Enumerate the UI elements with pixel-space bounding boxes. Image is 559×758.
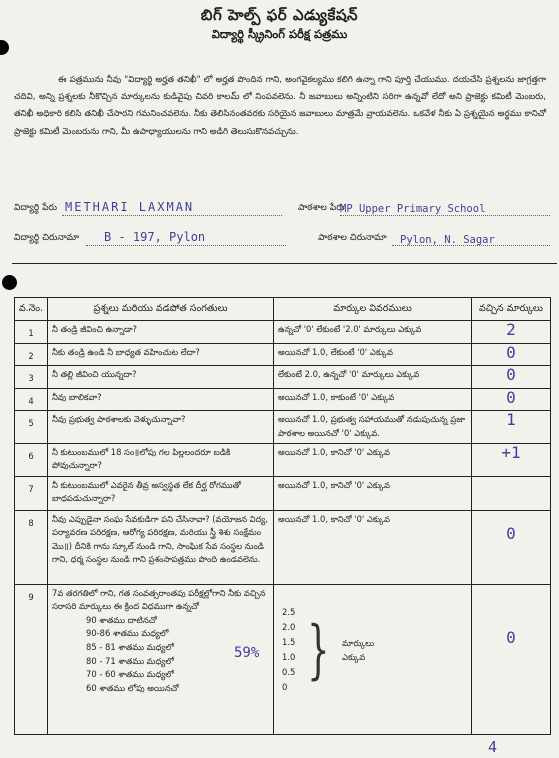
- form-title: బిగ్ హెల్ప్ ఫర్ ఎడ్యుకేషన్: [200, 6, 359, 24]
- row-number: 1: [15, 321, 48, 344]
- table-row: [15, 388, 551, 411]
- table-row: [15, 321, 551, 344]
- table-row: [15, 343, 551, 366]
- school-name-label: పాఠశాల పేరు: [298, 203, 345, 213]
- instructions-paragraph: ఈ పత్రమును నీవు "విద్యార్థి అర్హత తనిఖీ" లో అర్హత పొందిన గాని, అంగవైకల్యము కలిగి ఉన్నా గాని పూర్తి చేయుము. దయచేసి ప్రశ్నలను జాగ్రత్తగా చదివి, అన్ని ప్రశ్నలకు నీకొచ్చిన మార్కులను కుడివైపు చివరి కాలమ్ లో నింపవలెను. నీ జవాబులు అన్నింటిని సరిగా ఉన్నవో లేదో అని ప్రాజెక్టు కమిటీ మెంబరు, తనిఖీ అధికారి కలిసి తనిఖీ చేసారని గమనించవలెను. నీకు తెలిసినంతవరకు సరియైన జవాబులు మాత్రమే వ్రాయవలెను. ఒకవేళ నీకు ఏ ప్రశ్నయైన అర్థము కానిచో ప్రాజెక్టు కమిటీ మెంబరును గాని, మీ ఉపాధ్యాయులను గాని అడిగి తెలుసుకొనవచ్చును.: [14, 75, 546, 137]
- mark-scale-value: 0.5: [282, 666, 296, 677]
- row-score: 0: [506, 387, 516, 407]
- row-question: నీ కుటుంబములో ఎవరైన తీవ్ర అస్వస్థత లేక దీర్ఘ రోగముతో బాధపడుచున్నారా?: [48, 476, 274, 510]
- row-marks-detail: అయినచో 1.0, కానిచో '0' ఎక్కువ: [274, 510, 472, 584]
- mark-scale-value: 0: [282, 681, 288, 692]
- row-question: నీవు ఎప్పుడైనా సంఘ సేవకుడిగా పని చేసినావా? (వయోజన విద్య, పర్యావరణ పరిరక్షణ, ఆరోగ్య పరిరక్షణ, మరియు స్త్రీ శిశు సంక్షేమం మొ॥) దీనికి గాను స్కూల్ నుండి గాని, సాంఘిక సేవ సంస్థల నుండి గాని, ధర్మ సంస్థల నుండి గాని ప్రశంసాపత్రము పొంది ఉండవలెను.: [48, 510, 274, 584]
- row-question: నీవు బాలికవా?: [48, 388, 274, 411]
- mark-scale: [278, 605, 467, 695]
- handwritten-percent: 59%: [234, 644, 260, 661]
- school-name-field[interactable]: [340, 202, 550, 216]
- row-question: నీ తల్లి జీవించి యున్నదా?: [48, 366, 274, 389]
- mark-scale-values: [282, 605, 295, 695]
- percent-band: 85 - 81 శాతము మధ్యలో: [86, 641, 174, 652]
- student-address-label: విద్యార్థి చిరునామా: [14, 233, 79, 243]
- row-score: 2: [506, 320, 516, 339]
- row-question: 7వ తరగతిలో గాని, గత సంవత్సరాంతపు పరీక్షల్లోగాని నీకు వచ్చిన సరాసరి మార్కులు ఈ క్రింద విధముగా ఉన్నచో: [52, 587, 266, 612]
- punch-hole: [2, 275, 17, 290]
- row-score-cell[interactable]: [472, 411, 551, 443]
- school-address-field[interactable]: [392, 232, 550, 246]
- punch-hole: [0, 40, 9, 55]
- row-number: 4: [15, 388, 48, 411]
- col-header-question: ప్రశ్నలు మరియు వడపోత సంగతులు: [48, 298, 274, 321]
- row-marks-detail: లేకుంటే 2.0, ఉన్నచో '0' మార్కులు ఎక్కువ: [274, 366, 472, 389]
- row-marks-detail: అయినచో 1.0, కానిచో '0' ఎక్కువ: [274, 443, 472, 476]
- row-score: 0: [506, 627, 516, 647]
- mark-scale-value: 1.5: [282, 636, 296, 647]
- row-number: 9: [15, 584, 48, 734]
- row-score: +1: [501, 442, 521, 462]
- mark-scale-note: మార్కులు ఎక్కువ: [342, 637, 375, 662]
- percent-band-list: [52, 614, 269, 696]
- row-score: 1: [506, 410, 516, 430]
- row-number: 7: [15, 476, 48, 510]
- brace-glyph: }: [307, 612, 330, 687]
- row-number: 2: [15, 343, 48, 366]
- student-name-field[interactable]: [62, 202, 282, 216]
- row-score: 0: [506, 523, 516, 543]
- row-marks-cell: [274, 584, 472, 734]
- row-score-cell[interactable]: [472, 366, 551, 389]
- col-header-marks: మార్కుల వివరములు: [274, 298, 472, 321]
- row-number: 8: [15, 510, 48, 584]
- student-address-field[interactable]: [86, 232, 286, 246]
- mark-scale-value: 1.0: [282, 651, 296, 662]
- school-address-value: Pylon, N. Sagar: [400, 234, 495, 246]
- table-row: [15, 510, 551, 584]
- table-row: [15, 366, 551, 389]
- row-question: నీ కుటుంబములో 18 సం॥లోపు గల పిల్లలందరూ బడికి పోవుచున్నారా?: [48, 443, 274, 476]
- table-row: [15, 584, 551, 734]
- col-header-number: వ.నెం.: [15, 298, 48, 321]
- percent-band: 70 - 60 శాతము మధ్యలో: [86, 669, 174, 680]
- row-question-cell: [48, 584, 274, 734]
- percent-band: 60 శాతము లోపు అయినచో: [86, 682, 179, 693]
- row-score-cell[interactable]: [472, 476, 551, 510]
- row-marks-detail: అయినచో 1.0, ప్రభుత్వ సహాయముతో నడుపుచున్న ప్రజా పాఠశాల అయినచో '0' ఎక్కువ.: [274, 411, 472, 443]
- school-address-label: పాఠశాల చిరునామా: [318, 233, 387, 243]
- row-score: 0: [506, 365, 516, 385]
- screening-table: [14, 297, 551, 735]
- section-divider: [12, 263, 557, 264]
- row-score-cell[interactable]: [472, 443, 551, 476]
- percent-band: 90 శాతము దాటినచో: [86, 614, 157, 625]
- table-row: [15, 443, 551, 476]
- form-subtitle: విద్యార్థి స్క్రీనింగ్ పరీక్ష పత్రము: [211, 27, 348, 41]
- row-number: 6: [15, 443, 48, 476]
- student-name-value: METHARI LAXMAN: [65, 200, 195, 214]
- row-marks-detail: అయినచో 1.0, కాకుంటే '0' ఎక్కువ: [274, 388, 472, 411]
- student-address-value: B - 197, Pylon: [104, 230, 206, 244]
- row-score-cell[interactable]: [472, 388, 551, 411]
- row-question: నీకు తండ్రి ఉండి నీ బాధ్యత వహించుట లేదా?: [48, 343, 274, 366]
- table-row: [15, 476, 551, 510]
- mark-scale-value: 2.0: [282, 621, 296, 632]
- percent-band: 90-86 శాతము మధ్యలో: [86, 628, 169, 639]
- bottom-handwritten-mark: 4: [488, 738, 498, 756]
- mark-scale-value: 2.5: [282, 606, 296, 617]
- row-score-cell[interactable]: [472, 510, 551, 584]
- row-question: నీ తండ్రి జీవించి ఉన్నాడా?: [48, 321, 274, 344]
- row-score-cell[interactable]: [472, 584, 551, 734]
- row-score-cell[interactable]: [472, 343, 551, 366]
- row-score: 0: [506, 342, 516, 362]
- table-header-row: [15, 298, 551, 321]
- school-name-value: MP Upper Primary School: [340, 203, 486, 215]
- col-header-score: వచ్చిన మార్కులు: [472, 298, 551, 321]
- row-question: నీవు ప్రభుత్వ పాఠశాలకు వెళ్ళుచున్నావా?: [48, 411, 274, 443]
- percent-band: 80 - 71 శాతము మధ్యలో: [86, 655, 174, 666]
- row-marks-detail: ఉన్నచో '0' లేకుంటే '2.0' మార్కులు ఎక్కువ: [274, 321, 472, 344]
- row-number: 3: [15, 366, 48, 389]
- row-marks-detail: అయినచో 1.0, లేకుంటే '0' ఎక్కువ: [274, 343, 472, 366]
- student-name-label: విద్యార్థి పేరు: [14, 203, 57, 213]
- row-score-cell[interactable]: [472, 321, 551, 344]
- row-marks-detail: అయినచో 1.0, కానిచో '0' ఎక్కువ: [274, 476, 472, 510]
- table-row: [15, 411, 551, 443]
- row-number: 5: [15, 411, 48, 443]
